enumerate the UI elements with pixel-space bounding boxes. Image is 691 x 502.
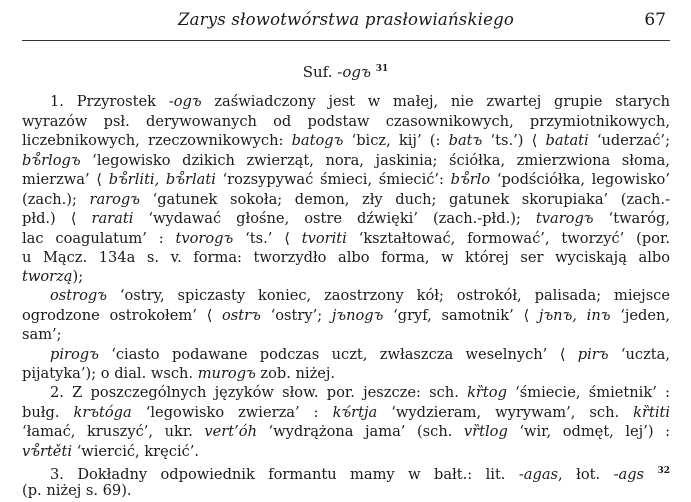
text-run: ‘gatunek sokoła; demon, zły duch; gatunek skorupiaka’ (zach.- xyxy=(140,191,670,208)
text-run: 2. Z poszczególnych języków słow. por. jeszcze: sch. xyxy=(50,384,468,401)
text-line xyxy=(22,364,670,384)
text-run: ‘ts.’) ⟨ xyxy=(482,132,546,149)
italic-term: kȑtog xyxy=(467,384,507,401)
text-run: ‘legowisko dzikich zwierząt, nora, jaskinia; ściółka, zmierzwiona słoma, xyxy=(80,152,670,169)
italic-term: kȑtiti xyxy=(633,404,671,421)
italic-term: -ags xyxy=(613,466,645,483)
footnote-ref: 32 xyxy=(657,466,670,476)
text-run: ‘ts.’ ⟨ xyxy=(233,230,302,247)
text-line xyxy=(22,170,670,190)
text-run: liczebnikowych, rzeczownikowych: xyxy=(22,132,292,149)
text-run: ‘wydrążona jama’ (sch. xyxy=(256,423,464,440)
section-footnote: 31 xyxy=(375,64,389,74)
italic-term: jъnъ, inъ xyxy=(538,307,611,324)
header-title: Zarys słowotwórstwa prasłowiańskiego xyxy=(177,10,514,29)
section-heading xyxy=(0,63,691,81)
text-line xyxy=(22,481,670,501)
text-run: ‘gryf, samotnik’ ⟨ xyxy=(383,307,539,324)
text-run: ); xyxy=(72,268,84,285)
text-run: ‘wydzieram, wyrywam’, sch. xyxy=(377,404,634,421)
text-run: ‘ostry, spiczasty koniec, zaostrzony kół; ostrokół, palisada; miejsce xyxy=(106,287,670,304)
italic-term: bъ̊rlogъ xyxy=(22,152,81,169)
text-run: mierzwa’ ⟨ xyxy=(22,171,109,188)
text-run: ‘śmiecie, śmietnik’ : xyxy=(506,384,670,401)
text-line xyxy=(22,209,670,229)
text-line xyxy=(22,306,670,326)
italic-term: tvorogъ xyxy=(175,230,234,247)
text-run: ‘uderzać’; xyxy=(588,132,670,149)
italic-term: batogъ xyxy=(291,132,344,149)
text-run: lac coagulatum’ : xyxy=(22,230,176,247)
text-line xyxy=(50,92,670,112)
italic-term: pirъ xyxy=(577,346,609,363)
text-run: ‘bicz, kij’ (: xyxy=(343,132,449,149)
text-run: ‘wir, odmęt, lej’) : xyxy=(507,423,670,440)
italic-term: vert’óh xyxy=(204,423,257,440)
text-line xyxy=(50,461,670,481)
text-run: ‘rozsypywać śmieci, śmiecić’: xyxy=(215,171,451,188)
text-run: sam’; xyxy=(22,326,62,343)
text-run: (zach.); xyxy=(22,191,90,208)
text-run: ‘wydawać głośne, ostre dźwięki’ (zach.-płd.); xyxy=(133,210,536,227)
italic-term: tworzą xyxy=(22,268,73,285)
text-run: 3. Dokładny odpowiednik formantu mamy w bałt.: lit. xyxy=(50,466,519,483)
text-line xyxy=(22,190,670,210)
italic-term: krъtóga xyxy=(73,404,132,421)
text-run: pijatyka’); o dial. wsch. xyxy=(22,365,198,382)
text-run: ‘wiercić, kręcić’. xyxy=(71,443,200,460)
italic-term: bъ̊rliti, bъ̊rlati xyxy=(108,171,216,188)
text-run: 1. Przyrostek xyxy=(50,93,169,110)
running-header xyxy=(22,10,670,36)
text-run: ‘podściółka, legowisko’ xyxy=(490,171,670,188)
italic-term: tvoriti xyxy=(301,230,347,247)
italic-term: rarogъ xyxy=(89,191,140,208)
text-run: u Mącz. 134a s. v. forma: tworzydło albo forma, w której ser wyciskają albo xyxy=(22,249,670,266)
italic-term: vȑtlog xyxy=(463,423,508,440)
italic-term: kъ́rtja xyxy=(332,404,378,421)
text-line xyxy=(22,325,670,345)
italic-term: tvarogъ xyxy=(535,210,594,227)
italic-term: ostrъ xyxy=(222,307,261,324)
text-run: ‘kształtować, formować’, tworzyć’ (por. xyxy=(346,230,670,247)
text-run: bułg. xyxy=(22,404,74,421)
italic-term: -agas xyxy=(518,466,559,483)
section-label: Suf. xyxy=(302,63,333,81)
text-run: ‘twaróg, xyxy=(593,210,670,227)
text-line xyxy=(22,403,670,423)
text-run: (p. niżej s. 69). xyxy=(22,482,132,499)
text-run: zob. niżej. xyxy=(255,365,336,382)
text-line xyxy=(50,383,670,403)
italic-term: batъ xyxy=(448,132,483,149)
text-line xyxy=(22,248,670,268)
text-line xyxy=(22,131,670,151)
text-run: ‘legowisko zwierza’ : xyxy=(131,404,333,421)
text-line xyxy=(22,229,670,249)
text-run: , łot. xyxy=(558,466,614,483)
text-run: ‘jeden, xyxy=(610,307,671,324)
header-rule xyxy=(22,40,670,41)
text-line xyxy=(22,442,670,462)
text-run: ‘uczta, xyxy=(608,346,670,363)
italic-term: murogъ xyxy=(197,365,256,382)
text-run: ogrodzone ostrokołem’ ⟨ xyxy=(22,307,222,324)
italic-term: jъnogъ xyxy=(331,307,384,324)
italic-term: vъ̊rtěti xyxy=(22,443,72,460)
text-run: zaświadczony jest w małej, nie zwartej grupie starych xyxy=(201,93,671,110)
text-run: wyrazów psł. derywowanych od podstaw czasownikowych, przymiotnikowych, xyxy=(22,113,670,130)
italic-term: bъ̊rlo xyxy=(450,171,491,188)
italic-term: rarati xyxy=(91,210,134,227)
italic-term: -ogъ xyxy=(168,93,202,110)
text-line xyxy=(22,422,670,442)
italic-term: ostrogъ xyxy=(50,287,107,304)
text-run: płd.) ⟨ xyxy=(22,210,92,227)
text-line xyxy=(22,267,670,287)
text-run: ‘ciasto podawane podczas uczt, zwłaszcza weselnych’ ⟨ xyxy=(98,346,578,363)
italic-term: pirogъ xyxy=(50,346,99,363)
section-suffix: -ogъ xyxy=(337,63,371,81)
text-run: ‘łamać, kruszyć’, ukr. xyxy=(22,423,205,440)
text-run: ‘ostry’; xyxy=(260,307,332,324)
text-line xyxy=(50,286,670,306)
text-line xyxy=(22,151,670,171)
page-number: 67 xyxy=(644,10,666,30)
italic-term: batati xyxy=(545,132,589,149)
text-line xyxy=(22,112,670,132)
text-line xyxy=(50,345,670,365)
